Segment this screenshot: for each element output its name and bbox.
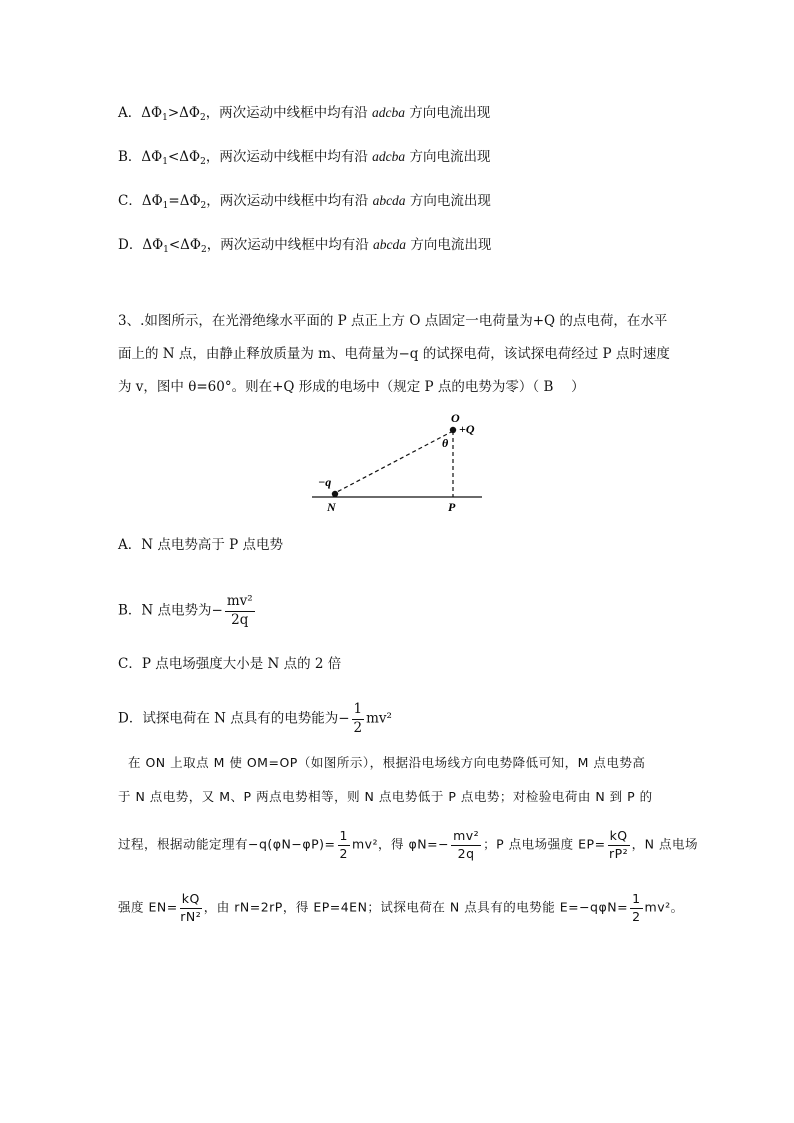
solution-line-4: 强度 EN= $\frac{kQ}{\text{rN²}}$ ，由 rN=2rP，得 EP=4EN；试探电荷在 N 点具有的电势能 E=−qφN= $\frac{1}{2}$ mv²。 — [118, 891, 684, 924]
label-o: O — [451, 411, 460, 425]
q2-option-c: C．$\Delta\Phi_1=\Delta\Phi_2$，两次运动中线框中均有沿 abcda 方向电流出现 — [118, 193, 491, 211]
label-theta: θ — [442, 436, 449, 450]
solution-line-2: 于 N 点电势，又 M、P 两点电势相等，则 N 点电势低于 P 点电势；对检验电荷由 N 到 P 的 — [118, 789, 653, 804]
q3-stem-line-1: 3、.如图所示，在光滑绝缘水平面的 P 点正上方 O 点固定一电荷量为+Q 的点电荷，在水平 — [118, 313, 668, 329]
fraction: $\frac{kQ}{\text{rN²}}$ — [180, 891, 202, 924]
q3-figure — [300, 405, 500, 517]
fraction: $\frac{kQ}{\text{rP²}}$ — [609, 828, 629, 861]
q3-stem-line-3: 为 v，图中 θ=60°。则在+Q 形成的电场中（规定 P 点的电势为零）（ B ） — [118, 379, 585, 395]
label-p: P — [448, 500, 456, 514]
q3-option-b: B．N 点电势为− $\frac{\text{mv²}}{2q}$ — [118, 593, 253, 628]
fraction: $\frac{\text{mv²}}{2q}$ — [453, 828, 480, 861]
solution-line-1: 在 ON 上取点 M 使 OM=OP（如图所示），根据沿电场线方向电势降低可知，M 点电势高 — [128, 755, 646, 770]
q3-option-a: A．N 点电势高于 P 点电势 — [118, 537, 284, 553]
label-plus-q: +Q — [459, 422, 475, 436]
fraction: $\frac{1}{2}$ — [353, 701, 363, 736]
q3-option-d: D．试探电荷在 N 点具有的电势能为− $\frac{1}{2}$ mv² — [118, 701, 392, 736]
q2-option-b: B．$\Delta\Phi_1<\Delta\Phi_2$，两次运动中线框中均有沿 adcba 方向电流出现 — [118, 149, 491, 167]
q2-option-a: A．$\Delta\Phi_1>\Delta\Phi_2$，两次运动中线框中均有沿 adcba 方向电流出现 — [118, 105, 491, 123]
q3-option-c: C．P 点电场强度大小是 N 点的 2 倍 — [118, 656, 342, 672]
q2-option-d: D．$\Delta\Phi_1<\Delta\Phi_2$，两次运动中线框中均有沿 abcda 方向电流出现 — [118, 237, 492, 255]
label-minus-q: −q — [318, 475, 332, 489]
charge-q-dot — [450, 427, 456, 433]
fraction: $\frac{\text{mv²}}{2q}$ — [226, 593, 253, 628]
label-n: N — [327, 500, 336, 514]
test-charge-dot — [332, 491, 338, 497]
fraction: $\frac{1}{2}$ — [339, 828, 348, 861]
solution-line-3: 过程，根据动能定理有−q(φN−φP)= $\frac{1}{2}$ mv²，得 φN=− $\frac{\text{mv²}}{2q}$ ；P 点电场强度 EP= $\frac{kQ}{\text{rP²}}$ ，N 点电场 — [118, 828, 698, 861]
fraction: $\frac{1}{2}$ — [632, 891, 641, 924]
on-dashed-line — [335, 431, 453, 493]
q3-stem-line-2: 面上的 N 点，由静止释放质量为 m、电荷量为−q 的试探电荷，该试探电荷经过 P 点时速度 — [118, 346, 670, 362]
